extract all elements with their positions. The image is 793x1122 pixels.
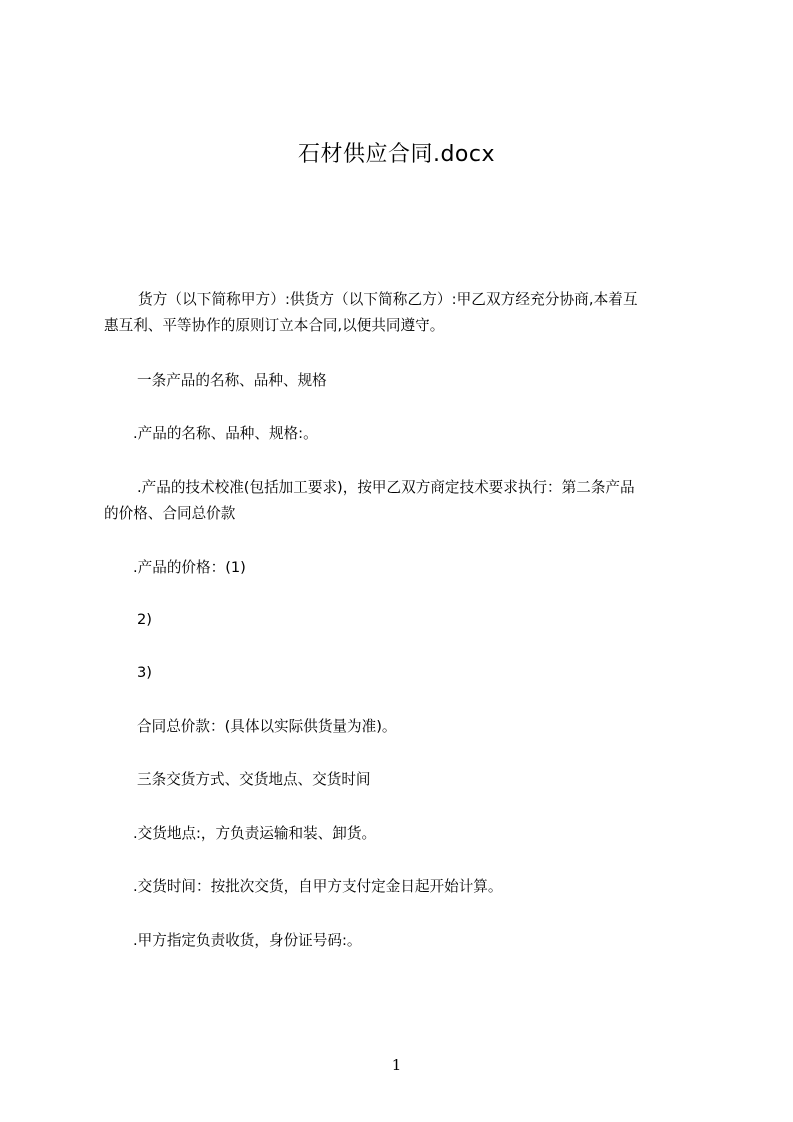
price-item-2: 2) bbox=[137, 611, 152, 628]
intro-paragraph bbox=[104, 287, 704, 339]
article-3-heading: 三条交货方式、交货地点、交货时间 bbox=[137, 771, 371, 788]
article-1-heading: 一条产品的名称、品种、规格 bbox=[137, 372, 327, 389]
document-title: 石材供应合同.docx bbox=[297, 142, 496, 167]
delivery-time-item: .交货时间：按批次交货，自甲方支付定金日起开始计算。 bbox=[133, 878, 503, 895]
product-name-spec-item: .产品的名称、品种、规格:。 bbox=[133, 425, 318, 442]
intro-line-2: 惠互利、平等协作的原则订立本合同,以便共同遵守。 bbox=[104, 317, 445, 334]
delivery-place-item: .交货地点:，方负责运输和装、卸货。 bbox=[133, 825, 377, 842]
technical-standard-paragraph bbox=[104, 475, 704, 527]
total-contract-price: 合同总价款：(具体以实际供货量为准)。 bbox=[137, 718, 397, 735]
technical-line-1: .产品的技术校准(包括加工要求)，按甲乙双方商定技术要求执行：第二条产品 bbox=[137, 479, 635, 496]
page-number: 1 bbox=[391, 1056, 402, 1074]
product-price-label: .产品的价格：(1) bbox=[133, 559, 246, 576]
intro-line-1: 货方（以下简称甲方）:供货方（以下简称乙方）:甲乙双方经充分协商,本着互 bbox=[138, 291, 638, 308]
receiver-item: .甲方指定负责收货，身份证号码:。 bbox=[133, 932, 362, 949]
price-item-3: 3) bbox=[137, 664, 152, 681]
technical-line-2: 的价格、合同总价款 bbox=[104, 505, 236, 522]
